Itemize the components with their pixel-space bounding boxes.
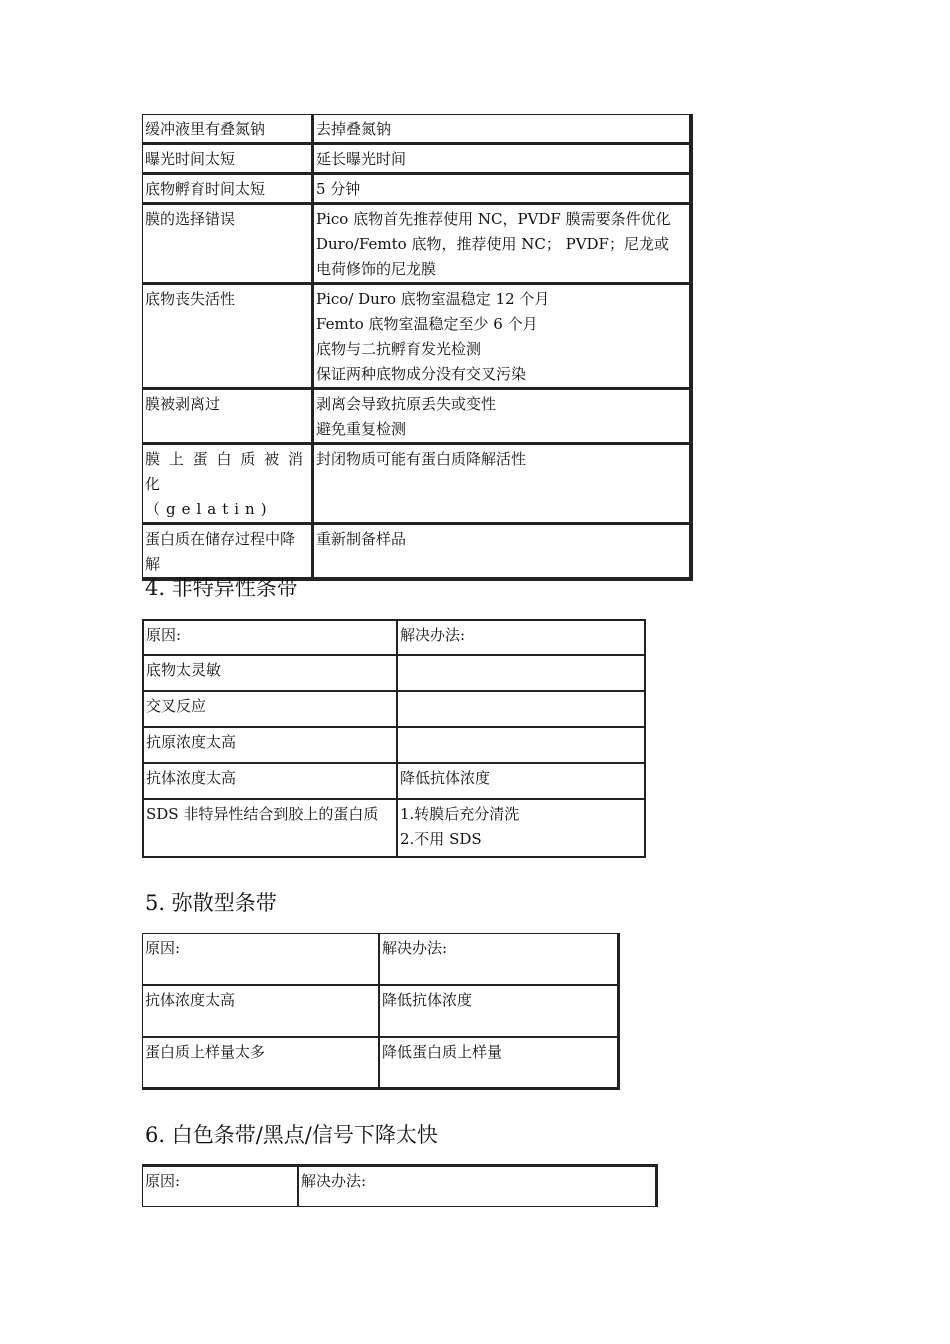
table-row — [142, 524, 690, 579]
section-heading-white-bands: 6. 白色条带/黑点/信号下降太快 — [145, 1123, 438, 1147]
table-row — [142, 444, 690, 524]
table-row — [143, 763, 645, 799]
cause-cell: 底物孵育时间太短 — [142, 174, 313, 204]
solution-cell: 1.转膜后充分清洗 2.不用 SDS — [397, 799, 645, 857]
table-row — [143, 799, 645, 857]
table-row — [142, 389, 690, 444]
table-header-row — [142, 933, 618, 985]
solution-cell: 降低蛋白质上样量 — [379, 1037, 618, 1088]
solution-cell: 降低抗体浓度 — [397, 763, 645, 799]
section-heading-nonspecific-bands: 4. 非特异性条带 — [145, 576, 298, 600]
table-row — [142, 114, 690, 144]
cause-cell: 缓冲液里有叠氮钠 — [142, 114, 313, 144]
table-row — [142, 144, 690, 174]
table-row — [143, 727, 645, 763]
solution-cell: 封闭物质可能有蛋白质降解活性 — [313, 444, 690, 524]
cause-cell: 膜的选择错误 — [142, 204, 313, 284]
cause-cell: SDS 非特异性结合到胶上的蛋白质 — [143, 799, 397, 857]
cause-cell: 抗体浓度太高 — [142, 985, 379, 1037]
solution-cell: 重新制备样品 — [313, 524, 690, 579]
header-solution: 解决办法: — [298, 1166, 656, 1207]
table-row — [142, 174, 690, 204]
cause-cell: 抗原浓度太高 — [143, 727, 397, 763]
section-heading-diffuse-bands: 5. 弥散型条带 — [145, 891, 277, 915]
cause-cell: 膜上蛋白质被消化 （gelatin) — [142, 444, 313, 524]
cause-cell: 交叉反应 — [143, 691, 397, 727]
troubleshooting-table-nonspecific — [142, 619, 646, 858]
solution-cell — [397, 727, 645, 763]
solution-cell: Pico 底物首先推荐使用 NC，PVDF 膜需要条件优化 Duro/Femto 底物，推荐使用 NC； PVDF；尼龙或 电荷修饰的尼龙膜 — [313, 204, 690, 284]
header-solution: 解决办法: — [379, 933, 618, 985]
cause-cell: 曝光时间太短 — [142, 144, 313, 174]
solution-cell: 延长曝光时间 — [313, 144, 690, 174]
solution-cell: Pico/ Duro 底物室温稳定 12 个月 Femto 底物室温稳定至少 6 个月 底物与二抗孵育发光检测 保证两种底物成分没有交叉污染 — [313, 284, 690, 389]
troubleshooting-table-weak-signal — [142, 114, 693, 581]
table-row — [142, 204, 690, 284]
table-row — [143, 655, 645, 691]
table-row — [142, 985, 618, 1037]
cause-cell: 抗体浓度太高 — [143, 763, 397, 799]
solution-cell — [397, 691, 645, 727]
cause-cell: 蛋白质上样量太多 — [142, 1037, 379, 1088]
solution-cell: 剥离会导致抗原丢失或变性 避免重复检测 — [313, 389, 690, 444]
solution-cell: 去掉叠氮钠 — [313, 114, 690, 144]
table-row — [142, 284, 690, 389]
header-cause: 原因: — [142, 1166, 298, 1207]
header-solution: 解决办法: — [397, 620, 645, 655]
solution-cell — [397, 655, 645, 691]
table-header-row — [142, 1166, 656, 1207]
header-cause: 原因: — [143, 620, 397, 655]
troubleshooting-table-diffuse — [142, 933, 620, 1090]
table-row — [143, 691, 645, 727]
table-header-row — [143, 620, 645, 655]
solution-cell: 降低抗体浓度 — [379, 985, 618, 1037]
troubleshooting-table-white-bands — [142, 1164, 658, 1207]
table-row — [142, 1037, 618, 1088]
solution-cell: 5 分钟 — [313, 174, 690, 204]
cause-cell: 底物太灵敏 — [143, 655, 397, 691]
cause-cell: 膜被剥离过 — [142, 389, 313, 444]
cause-cell: 底物丧失活性 — [142, 284, 313, 389]
header-cause: 原因: — [142, 933, 379, 985]
cause-cell: 蛋白质在储存过程中降 解 — [142, 524, 313, 579]
